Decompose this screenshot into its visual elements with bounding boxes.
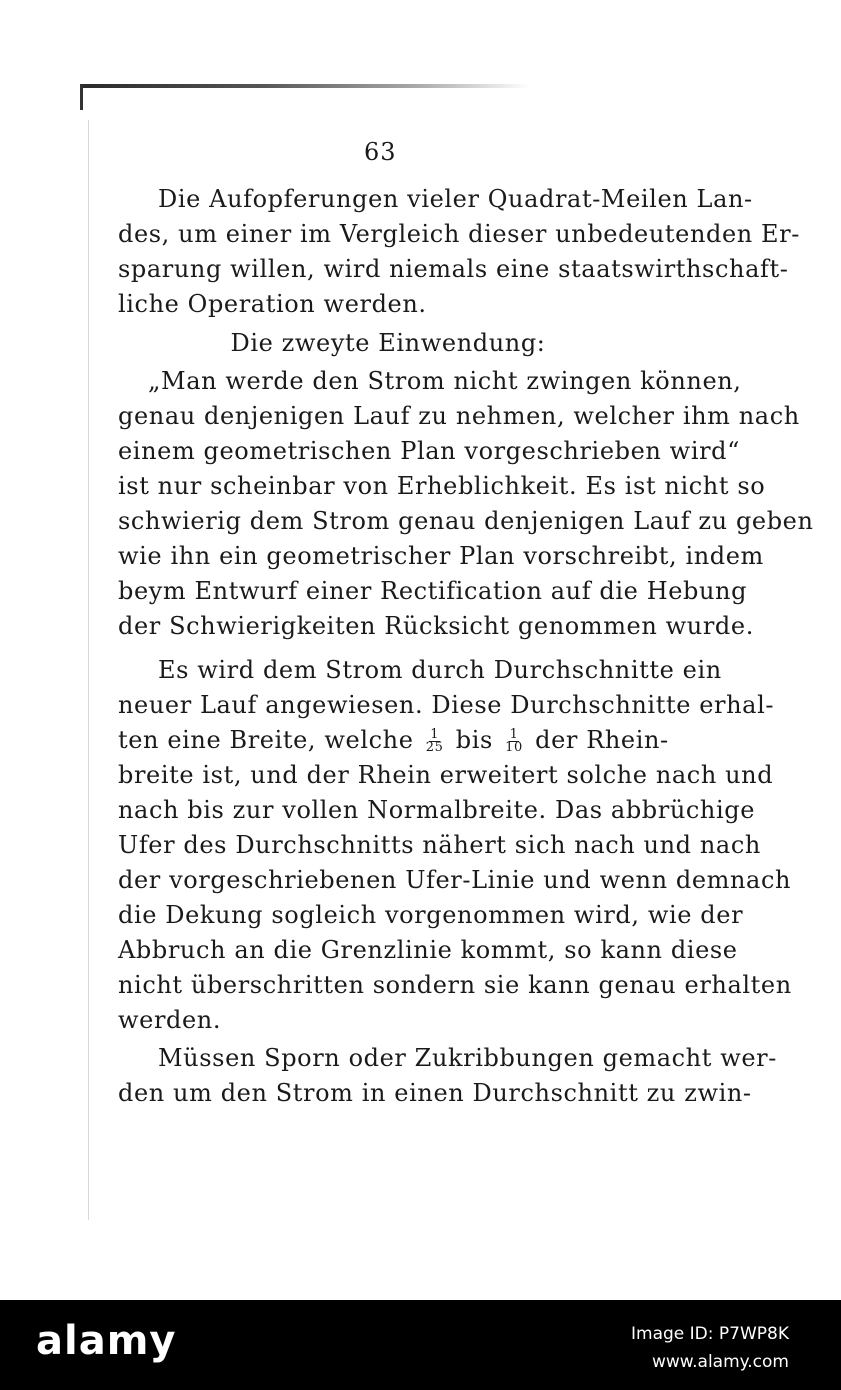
- page-number: 63: [364, 138, 397, 166]
- top-corner-mark: [80, 84, 83, 110]
- text-line: Ufer des Durchschnitts nähert sich nach und nach: [118, 831, 761, 859]
- text-line: Müssen Sporn oder Zukribbungen gemacht wer-: [158, 1044, 777, 1072]
- text-line: beym Entwurf einer Rectification auf die Hebung: [118, 577, 748, 605]
- text-line: der Schwierigkeiten Rücksicht genommen wurde.: [118, 612, 754, 640]
- text-line: Es wird dem Strom durch Durchschnitte ein: [158, 656, 722, 684]
- text-line-with-fractions: [118, 725, 669, 755]
- text-line: des, um einer im Vergleich dieser unbedeutenden Er-: [118, 220, 800, 248]
- image-id-label: Image ID: P7WP8K: [631, 1324, 789, 1344]
- text-line: liche Operation werden.: [118, 290, 427, 318]
- fraction-numerator: 1: [430, 727, 440, 742]
- text-line: den um den Strom in einen Durchschnitt zu zwin-: [118, 1079, 752, 1107]
- top-border-rule: [80, 84, 530, 88]
- text-span: ten eine Breite, welche: [118, 726, 414, 754]
- text-line: die Dekung sogleich vorgenommen wird, wie der: [118, 901, 744, 929]
- alamy-logo: alamy: [36, 1318, 177, 1364]
- watermark-banner: [0, 1300, 841, 1390]
- text-line: der vorgeschriebenen Ufer-Linie und wenn demnach: [118, 866, 792, 894]
- text-line: ist nur scheinbar von Erheblichkeit. Es ist nicht so: [118, 472, 766, 500]
- text-line: nicht überschritten sondern sie kann genau erhalten: [118, 971, 792, 999]
- text-line: werden.: [118, 1006, 222, 1034]
- text-span: bis: [455, 726, 493, 754]
- fraction-numerator: 1: [509, 727, 519, 742]
- fraction-one-tenth: [505, 729, 523, 754]
- text-span: der Rhein-: [535, 726, 669, 754]
- text-line: breite ist, und der Rhein erweitert solche nach und: [118, 761, 774, 789]
- text-line: wie ihn ein geometrischer Plan vorschreibt, indem: [118, 542, 764, 570]
- text-line: schwierig dem Strom genau denjenigen Lauf zu geben: [118, 507, 814, 535]
- fraction-denominator: 25: [425, 740, 444, 755]
- quote-line: genau denjenigen Lauf zu nehmen, welcher ihm nach: [118, 402, 800, 430]
- fraction-one-twentyfifth: [426, 729, 444, 754]
- site-url-label: www.alamy.com: [651, 1352, 789, 1372]
- text-line: sparung willen, wird niemals eine staatswirthschaft-: [118, 255, 789, 283]
- text-line: nach bis zur vollen Normalbreite. Das abbrüchige: [118, 796, 756, 824]
- quote-line: einem geometrischen Plan vorgeschrieben wird“: [118, 437, 741, 465]
- left-margin-line: [88, 120, 89, 1220]
- text-line: Abbruch an die Grenzlinie kommt, so kann diese: [118, 936, 738, 964]
- fraction-denominator: 10: [505, 740, 523, 755]
- section-heading: Die zweyte Einwendung:: [230, 329, 546, 357]
- quote-line: „Man werde den Strom nicht zwingen können,: [148, 367, 742, 395]
- text-line: neuer Lauf angewiesen. Diese Durchschnitte erhal-: [118, 691, 775, 719]
- text-line: Die Aufopferungen vieler Quadrat-Meilen Lan-: [158, 185, 753, 213]
